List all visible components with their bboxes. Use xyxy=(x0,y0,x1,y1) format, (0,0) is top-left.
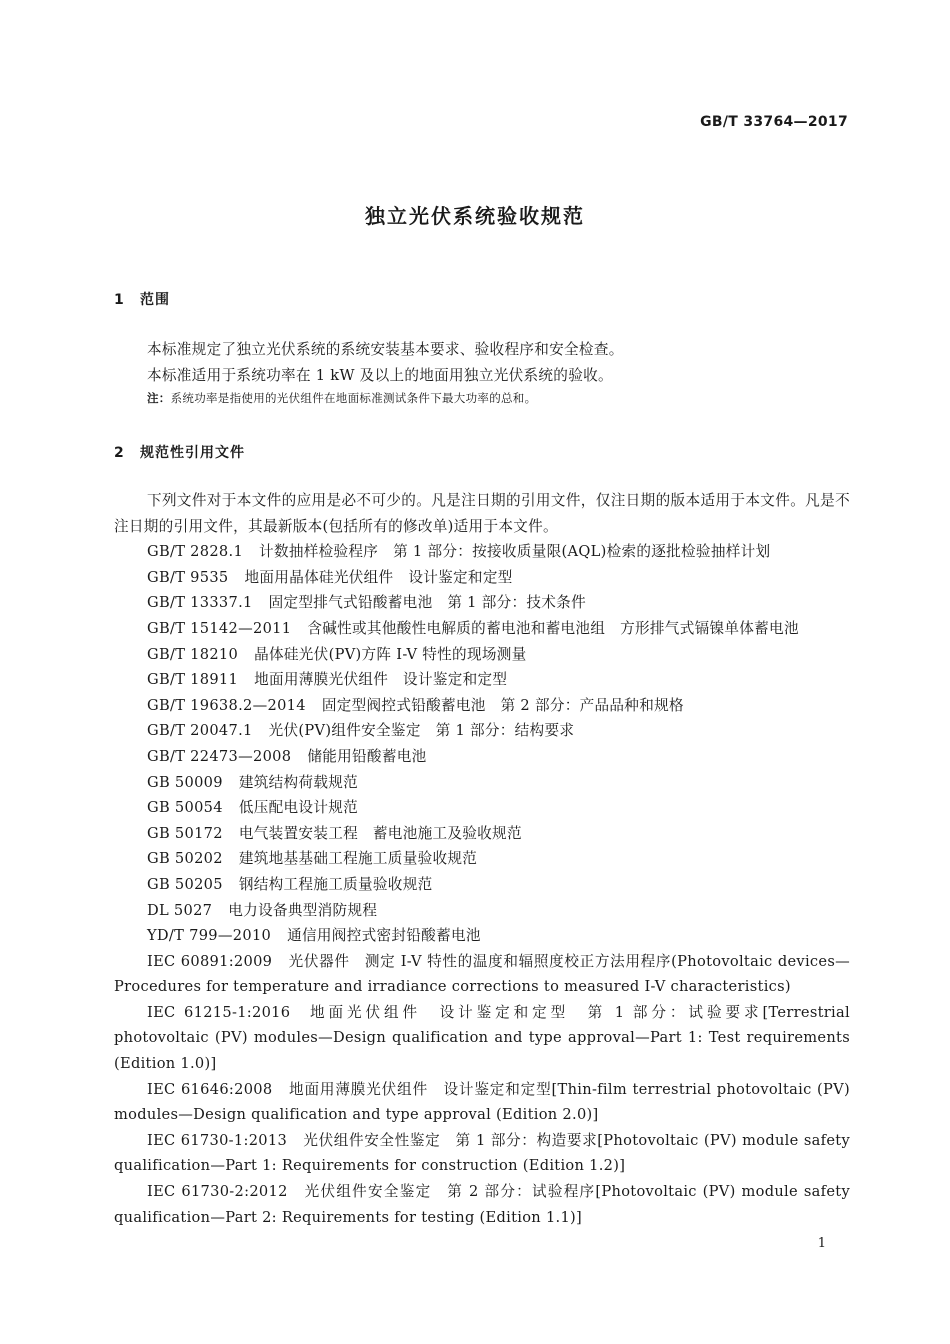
standard-number: GB/T 33764—2017 xyxy=(700,114,848,130)
scope-paragraph: 本标准规定了独立光伏系统的系统安装基本要求、验收程序和安全检查。 xyxy=(147,341,624,358)
scope-note xyxy=(147,388,850,408)
reference-title: 计数抽样检验程序 第 1 部分：按接收质量限(AQL)检索的逐批检验抽样计划 xyxy=(259,543,771,561)
reference-title: 晶体硅光伏(PV)方阵 I-V 特性的现场测量 xyxy=(254,645,527,663)
reference-item xyxy=(114,667,850,693)
reference-item xyxy=(114,1128,850,1179)
reference-code: GB 50054 xyxy=(147,799,223,817)
reference-code: GB/T 13337.1 xyxy=(147,594,253,612)
reference-title: 通信用阀控式密封铅酸蓄电池 xyxy=(287,927,481,945)
reference-item xyxy=(114,846,850,872)
reference-code: GB/T 20047.1 xyxy=(147,722,253,740)
reference-code: GB 50202 xyxy=(147,850,223,868)
reference-item xyxy=(114,718,850,744)
reference-title: 建筑结构荷载规范 xyxy=(238,773,359,791)
section-1-heading xyxy=(114,289,170,309)
reference-code: GB/T 2828.1 xyxy=(147,543,244,561)
reference-item xyxy=(114,565,850,591)
section-title: 规范性引用文件 xyxy=(140,445,245,461)
reference-item xyxy=(114,923,850,949)
reference-title: 地面用晶体硅光伏组件 设计鉴定和定型 xyxy=(244,568,513,586)
reference-code: IEC 61646:2008 xyxy=(147,1080,273,1098)
reference-code: GB/T 22473—2008 xyxy=(147,747,292,765)
reference-item xyxy=(114,642,850,668)
note-text: 系统功率是指使用的光伏组件在地面标准测试条件下最大功率的总和。 xyxy=(170,391,537,406)
section-number: 2 xyxy=(114,445,124,461)
reference-title: 光伏(PV)组件安全鉴定 第 1 部分：结构要求 xyxy=(268,722,575,740)
reference-title: 低压配电设计规范 xyxy=(238,799,359,817)
references-intro: 下列文件对于本文件的应用是必不可少的。凡是注日期的引用文件，仅注日期的版本适用于本文件。凡是不注日期的引用文件，其最新版本(包括所有的修改单)适用于本文件。 xyxy=(114,492,850,535)
reference-code: GB/T 9535 xyxy=(147,568,229,586)
reference-item xyxy=(114,770,850,796)
section-number: 1 xyxy=(114,292,124,308)
reference-title: 建筑地基基础工程施工质量验收规范 xyxy=(238,850,478,868)
section-2-body xyxy=(114,488,850,1230)
reference-title: 固定型阀控式铅酸蓄电池 第 2 部分：产品品种和规格 xyxy=(321,696,684,714)
reference-code: GB/T 19638.2—2014 xyxy=(147,696,306,714)
reference-code: GB/T 15142—2011 xyxy=(147,619,292,637)
reference-code: IEC 61215-1:2016 xyxy=(147,1003,291,1021)
page-number: 1 xyxy=(817,1236,826,1251)
reference-title: 电气装置安装工程 蓄电池施工及验收规范 xyxy=(238,824,522,842)
reference-title: 地面用薄膜光伏组件 设计鉴定和定型 xyxy=(254,671,508,689)
reference-code: YD/T 799—2010 xyxy=(147,927,272,945)
reference-item xyxy=(114,539,850,565)
reference-code: GB 50172 xyxy=(147,824,223,842)
reference-code: GB 50009 xyxy=(147,773,223,791)
note-label: 注： xyxy=(147,391,171,406)
reference-title: 固定型排气式铅酸蓄电池 第 1 部分：技术条件 xyxy=(268,594,586,612)
reference-title: 光伏组件安全性鉴定 第 1 部分：构造要求[Photovoltaic (PV) module safety qualification—Part 1: Requirements for construction (Edition 1.2)] xyxy=(114,1131,850,1175)
reference-title: 钢结构工程施工质量验收规范 xyxy=(238,875,433,893)
reference-item xyxy=(114,590,850,616)
reference-item xyxy=(114,1077,850,1128)
reference-title: 地面光伏组件 设计鉴定和定型 第 1 部分：试验要求[Terrestrial photovoltaic (PV) modules—Design qualification and type approval—Part 1: Test requirements (Edition 1.0)] xyxy=(114,1003,850,1073)
scope-paragraph: 本标准适用于系统功率在 1 kW 及以上的地面用独立光伏系统的验收。 xyxy=(147,366,613,384)
reference-code: IEC 61730-1:2013 xyxy=(147,1131,288,1149)
reference-code: GB 50205 xyxy=(147,875,223,893)
reference-item xyxy=(114,616,850,642)
section-title: 范围 xyxy=(140,292,170,308)
reference-title: 光伏组件安全鉴定 第 2 部分：试验程序[Photovoltaic (PV) module safety qualification—Part 2: Requirements for testing (Edition 1.1)] xyxy=(114,1183,850,1226)
reference-item xyxy=(114,949,850,1000)
reference-code: IEC 61730-2:2012 xyxy=(147,1183,288,1201)
reference-code: IEC 60891:2009 xyxy=(147,952,273,970)
reference-item xyxy=(114,795,850,821)
reference-code: GB/T 18911 xyxy=(147,671,239,689)
document-title: 独立光伏系统验收规范 xyxy=(365,204,585,228)
reference-item xyxy=(114,744,850,770)
reference-list xyxy=(114,539,850,1230)
reference-title: 含碱性或其他酸性电解质的蓄电池和蓄电池组 方形排气式镉镍单体蓄电池 xyxy=(307,619,799,637)
reference-item xyxy=(114,872,850,898)
reference-item xyxy=(114,693,850,719)
reference-title: 电力设备典型消防规程 xyxy=(228,901,378,919)
reference-title: 光伏器件 测定 I-V 特性的温度和辐照度校正方法用程序(Photovoltaic devices—Procedures for temperature and irradiance corrections to measured I-V characteristics) xyxy=(114,952,851,996)
section-1-body xyxy=(114,337,850,408)
section-2-heading xyxy=(114,442,245,462)
reference-code: DL 5027 xyxy=(147,901,213,919)
reference-item xyxy=(114,898,850,924)
reference-item xyxy=(114,821,850,847)
reference-code: GB/T 18210 xyxy=(147,645,239,663)
reference-title: 储能用铅酸蓄电池 xyxy=(307,747,427,765)
reference-item xyxy=(114,1179,850,1230)
reference-title: 地面用薄膜光伏组件 设计鉴定和定型[Thin-film terrestrial photovoltaic (PV) modules—Design qualification and type approval (Edition 2.0)] xyxy=(114,1080,851,1124)
reference-item xyxy=(114,1000,850,1077)
